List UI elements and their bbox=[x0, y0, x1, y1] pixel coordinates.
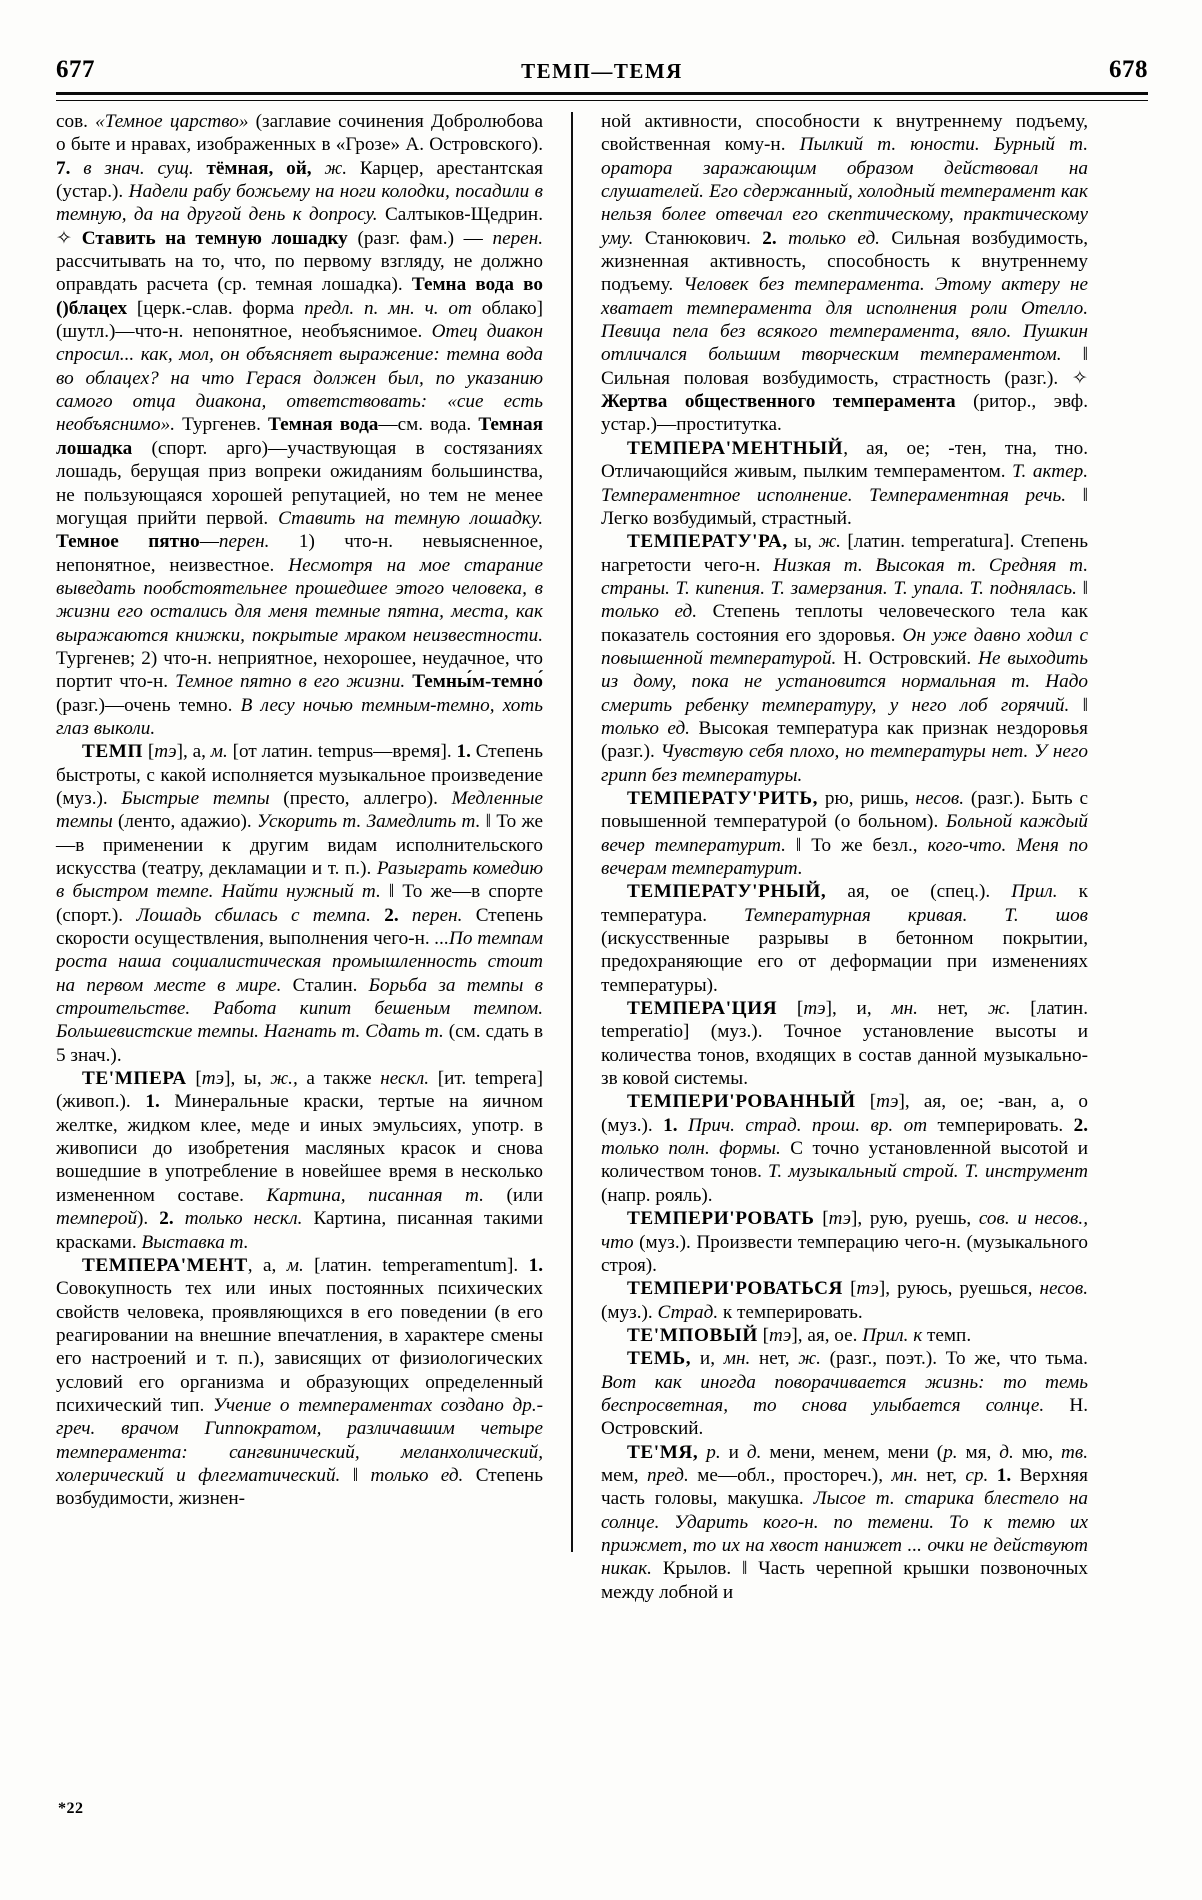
right-entry-temperirovat: ТЕМПЕРИ'РОВАТЬ [тэ], рую, руешь, сов. и несов., что (муз.). Произвести темперацию чего-н. (музыкального строя). bbox=[601, 1208, 1088, 1276]
left-entry-temnyj-continuation: сов. «Темное царство» (заглавие сочинения Добролюбова о быте и нравах, изображенных в «Грозе» А. Островского). 7. в знач. сущ. тёмная, ой, ж. Карцер, арестантская (устар.). Надели рабу божьему на ноги колодки, посадили в темную, да на другой день к допросу. Салтыков-Щедрин. ✧ Ставить на темную лошадку (разг. фам.) — перен. рассчитывать на то, что, по первому взгляду, не должно оправдать расчета (ср. темная лошадка). Темна вода во ()блацех [церк.-слав. форма предл. п. мн. ч. от облако] (шутл.)—что-н. непонятное, необъяснимое. Отец диакон спросил... как, мол, он объясняет выражение: темна вода во облацех? на что Герася должен был, по указанию самого отца диакона, ответствовать: «сие есть необъяснимо». Тургенев. Темная вода—см. вода. Темная лошадка (спорт. арго)—участвующая в состязаниях лошадь, берущая приз вопреки ожиданиям большинства, не пользующаяся хорошей репутацией, но тем не менее могущая прийти первой. Ставить на темную лошадку. Темное пятно—перен. 1) что-н. невыясненное, непонятное, неизвестное. Несмотря на мое старание выведать пообстоятельнее прошедшее этого человека, в жизни его остались для меня темные пятна, места, как выражаются книжки, покрытые мраком неизвестности. Тургенев; 2) что-н. неприятное, нехорошее, неудачное, что портит что-н. Темное пятно в его жизни. Темны́м-темно́ (разг.)—очень темно. В лесу ночью темным-темно, хоть глаз выколи. bbox=[56, 111, 544, 739]
sheet-signature: *22 bbox=[58, 1800, 84, 1817]
page-number-right: 678 bbox=[1108, 56, 1148, 83]
right-entry-temperirovatsya: ТЕМПЕРИ'РОВАТЬСЯ [тэ], руюсь, руешься, несов. (муз.). Страд. к темперировать. bbox=[601, 1278, 1089, 1323]
right-entry-tempovyj: ТЕ'МПОВЫЙ [тэ], ая, ое. Прил. к темп. bbox=[627, 1324, 972, 1346]
column-right bbox=[573, 110, 1088, 1770]
right-entry-temperament-continuation: ной активности, способности к внутреннему подъему, свойственная кому-н. Пылкий т. юности. Бурный т. оратора заражающим образом действовал на слушателей. Его сдержанный, холодный темперамент как нельзя более отвечал его скептическому, практическому уму. Станюкович. 2. только ед. Сильная возбудимость, жизненная активность, способность к внутреннему подъему. Человек без темперамента. Этому актеру не хватает темперамента для исполнения роли Отелло. Певица пела без всякого темперамента, вяло. Пушкин отличался большим творческим темпераментом. ‖ Сильная половая возбудимость, страстность (разг.). ✧ Жертва общественного темперамента (ритор., эвф. устар.)—проститутка. bbox=[601, 111, 1089, 436]
right-entry-temperaciya: ТЕМПЕРА'ЦИЯ [тэ], и, мн. нет, ж. [латин. temperatio] (муз.). Точное установление высоты и количества тонов, входящих в состав данной музыкально-зв ковой системы. bbox=[601, 998, 1088, 1090]
right-entry-temperamentnyj: ТЕМПЕРА'МЕНТНЫЙ, ая, ое; -тен, тна, тно. Отличающийся живым, пылким темпераментом. Т. актер. Темпераментное исполнение. Темпераментная речь. ‖ Легко возбудимый, страстный. bbox=[601, 437, 1089, 529]
right-entry-tem: ТЕМЬ, и, мн. нет, ж. (разг., поэт.). То же, что тьма. Вот как иногда поворачивается жизнь: то темь беспросветная, то снова улыбается солнце. Н. Островский. bbox=[601, 1348, 1089, 1440]
right-entry-temperatura: ТЕМПЕРАТУ'РА, ы, ж. [латин. temperatura]. Степень нагретости чего-н. Низкая т. Высокая т. Средняя т. страны. Т. кипения. Т. замерзания. Т. упала. Т. поднялась. ‖ только ед. Степень теплоты человеческого тела как показатель состояния его здоровья. Он уже давно ходил с повышенной температурой. Н. Островский. Не выходить из дому, пока не установится нормальная т. Надо смерить ребенку температуру, у него лоб горячий. ‖ только ед. Высокая температура как признак нездоровья (разг.). Чувствую себя плохо, но температуры нет. У него грипп без температуры. bbox=[601, 531, 1089, 786]
right-entry-temperirovannyj: ТЕМПЕРИ'РОВАННЫЙ [тэ], ая, ое; -ван, а, о (муз.). 1. Прич. страд. прош. вр. от темперировать. 2. только полн. формы. С точно установленной высотой и количеством тонов. Т. музыкальный строй. Т. инструмент (напр. рояль). bbox=[601, 1091, 1089, 1206]
header-rule bbox=[56, 92, 1148, 101]
right-entry-temya: ТЕ'МЯ, р. и д. мени, менем, мени (р. мя, д. мю, тв. мем, пред. ме—обл., простореч.), мн. нет, ср. 1. Верхняя часть головы, макушка. Лысое т. старика блестело на солнце. Ударить кого-н. по темени. То к темю их прижмет, то их на хвост нанижет ... очки не действуют никак. Крылов. ‖ Часть черепной крышки позвоночных между лобной и bbox=[601, 1441, 1089, 1603]
page-title: ТЕМП—ТЕМЯ bbox=[521, 59, 683, 83]
left-entry-temperament: ТЕМПЕРА'МЕНТ, а, м. [латин. temperamentum]. 1. Совокупность тех или иных постоянных психических свойств человека, проявляющихся в его поведении (в его реагировании на внешние впечатления, в характере смены его настроений и т. п.), зависящих от физиологических условий его организма и образующих определенный психический тип. Учение о темпераментах создано др.-греч. врачом Гиппократом, различавшим четыре темперамента: сангвинический, меланхолический, холерический и флегматический. ‖ только ед. Степень возбудимости, жизнен- bbox=[56, 1254, 544, 1510]
column-left bbox=[56, 110, 571, 1770]
left-entry-tempera: ТЕ'МПЕРА [тэ], ы, ж., а также нескл. [ит. tempera] (живоп.). 1. Минеральные краски, тертые на яичном желтке, жидком клее, меде и иных эмульсиях, употр. в живописи до изобретения масляных красок и снова вошедшие в употребление в новейшее время в несколько измененном составе. Картина, писанная т. (или темперой). 2. только нескл. Картина, писанная такими красками. Выставка т. bbox=[56, 1068, 544, 1253]
text-columns bbox=[56, 110, 1148, 1770]
left-entry-temp: ТЕМП [тэ], а, м. [от латин. tempus—время]. 1. Степень быстроты, с какой исполняется музыкальное произведение (муз.). Быстрые темпы (престо, аллегро). Медленные темпы (ленто, адажио). Ускорить т. Замедлить т. ‖ То же—в применении к другим видам исполнительского искусства (театру, декламации и т. п.). Разыграть комедию в быстром темпе. Найти нужный т. ‖ То же—в спорте (спорт.). Лошадь сбилась с темпа. 2. перен. Степень скорости осуществления, выполнения чего-н. ...По темпам роста наша социалистическая промышленность стоит на первом месте в мире. Сталин. Борьба за темпы в строительстве. Работа кипит бешеным темпом. Большевистские темпы. Нагнать т. Сдать т. (см. сдать в 5 знач.). bbox=[56, 741, 544, 1066]
right-entry-temperaturit: ТЕМПЕРАТУ'РИТЬ, рю, ришь, несов. (разг.). Быть с повышенной температурой (о больном). Больной каждый вечер температурит. ‖ То же безл., кого-что. Меня по вечерам температурит. bbox=[601, 787, 1088, 879]
running-head bbox=[56, 50, 1148, 84]
right-entry-temperaturnyj: ТЕМПЕРАТУ'РНЫЙ, ая, ое (спец.). Прил. к температура. Температурная кривая. Т. шов (искусственные разрывы в бетонном покрытии, предохраняющие его от деформации при изменениях температуры). bbox=[601, 881, 1088, 996]
page-number-left: 677 bbox=[56, 56, 95, 83]
